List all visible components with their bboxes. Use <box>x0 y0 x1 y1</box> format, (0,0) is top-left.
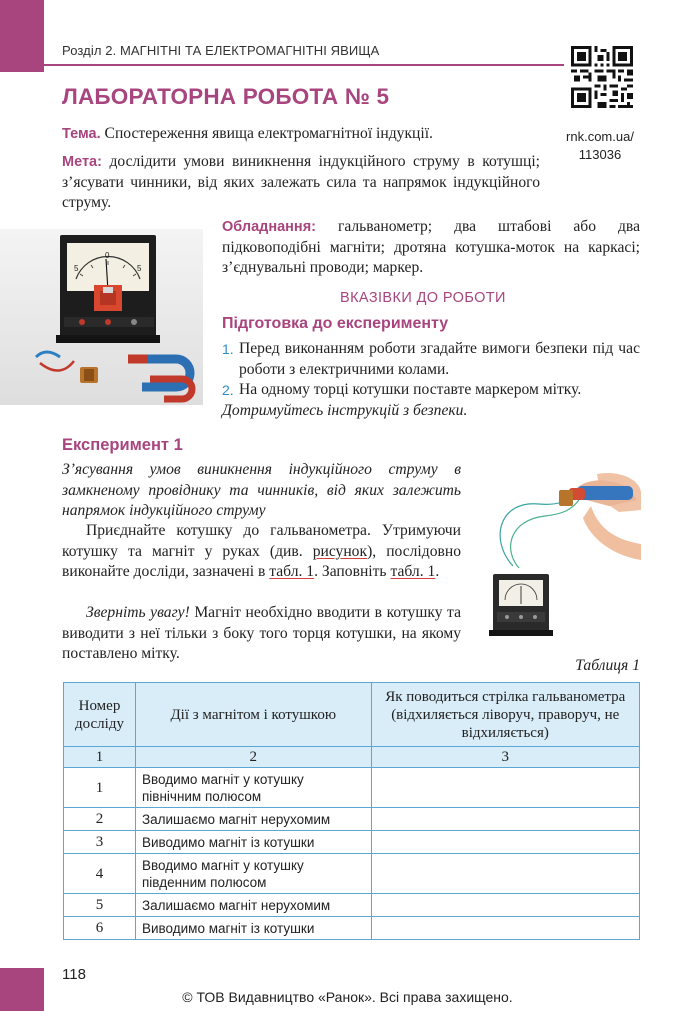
table-caption: Таблиця 1 <box>575 657 640 674</box>
procedure-text: . Заповніть <box>314 563 391 580</box>
copyright-notice: © ТОВ Видавництво «Ранок». Всі права захищено. <box>182 989 513 1005</box>
experiment-table <box>63 682 640 940</box>
prep-heading: Підготовка до експерименту <box>222 315 449 332</box>
header-cell-action: Дії з магнітом і котушкою <box>135 683 371 747</box>
row-action: Виводимо магніт із котушки <box>135 917 371 940</box>
equipment-text: гальванометр; два штабові або два підковоподібні магніти; дротяна котушка-моток на каркасі; з’єднувальні проводи; маркер. <box>222 218 640 276</box>
online-resource-link[interactable] <box>560 128 640 164</box>
header-cell-result: Як поводиться стрілка гальванометра (відхиляється ліворуч, праворуч, не відхиляється) <box>371 683 640 747</box>
lab-title: ЛАБОРАТОРНА РОБОТА № 5 <box>62 84 390 109</box>
step-number: 2. <box>222 382 234 398</box>
row-number: 3 <box>64 831 136 854</box>
page-number: 118 <box>62 966 86 983</box>
row-number: 6 <box>64 917 136 940</box>
procedure-text: . <box>435 563 440 580</box>
header-cell-number: Номер досліду <box>64 683 136 747</box>
theme-label: Тема. <box>62 126 101 142</box>
list-item <box>222 339 640 380</box>
equipment-label: Обладнання: <box>222 219 316 235</box>
online-resource-link-line2: 113036 <box>578 147 622 162</box>
experiment-procedure <box>62 521 461 583</box>
row-result-cell[interactable] <box>371 894 640 917</box>
column-number: 1 <box>64 747 136 768</box>
row-result-cell[interactable] <box>371 831 640 854</box>
table-row <box>64 854 640 894</box>
row-action: Залишаємо магніт нерухомим <box>135 894 371 917</box>
row-result-cell[interactable] <box>371 917 640 940</box>
equipment-paragraph <box>222 217 640 279</box>
instructions-heading: ВКАЗІВКИ ДО РОБОТИ <box>340 290 506 306</box>
row-action: Вводимо магніт у котушку південним полюсом <box>135 854 371 894</box>
row-result-cell[interactable] <box>371 854 640 894</box>
safety-note: Дотримуйтесь інструкцій з безпеки. <box>222 402 468 419</box>
step-text: Перед виконанням роботи згадайте вимоги безпеки під час роботи з електричними колами. <box>239 340 640 378</box>
attention-label: Зверніть увагу! <box>86 604 190 621</box>
procedure-text: Приєднайте котушку до гальванометра. Утримуючи котушку та магніт у руках (див. <box>62 522 461 560</box>
row-number: 4 <box>64 854 136 894</box>
table-link[interactable]: табл. 1 <box>390 563 436 580</box>
list-item <box>222 380 640 401</box>
running-head: Розділ 2. МАГНІТНІ ТА ЕЛЕКТРОМАГНІТНІ ЯВИЩА <box>62 43 380 58</box>
table-row <box>64 768 640 808</box>
goal-paragraph <box>62 152 540 214</box>
table-row <box>64 831 640 854</box>
goal-label: Мета: <box>62 154 102 170</box>
experiment-photo <box>479 470 641 640</box>
figure-link[interactable]: рисунок <box>312 542 368 560</box>
row-result-cell[interactable] <box>371 808 640 831</box>
table-row <box>64 808 640 831</box>
goal-text: дослідити умови виникнення індукційного струму в котушці; з’ясувати чинники, від яких залежать сила та напрямок індукційного струму. <box>62 153 540 211</box>
prep-steps-list <box>222 339 640 401</box>
row-number: 1 <box>64 768 136 808</box>
scale-label-left: 5 <box>74 264 79 273</box>
theme-paragraph <box>62 124 542 145</box>
step-text: На одному торці котушки поставте маркером мітку. <box>239 381 582 398</box>
column-number: 3 <box>371 747 640 768</box>
row-action: Виводимо магніт із котушки <box>135 831 371 854</box>
experiment-heading: Експеримент 1 <box>62 436 183 454</box>
online-resource-link-line1: rnk.com.ua/ <box>566 129 634 144</box>
attention-text: Магніт необхідно вводити в котушку та виводити з неї тільки з боку того торця котушки, на якому поставлено мітку. <box>62 604 461 662</box>
row-number: 2 <box>64 808 136 831</box>
header-rule <box>44 64 564 66</box>
equipment-photo <box>0 229 203 405</box>
scale-label-right: 5 <box>137 264 142 273</box>
step-number: 1. <box>222 341 234 357</box>
experiment-intro: З’ясування умов виникнення індукційного струму в замкненому провіднику та чинників, від яких залежить напрямок індукційного струму <box>62 461 461 519</box>
row-number: 5 <box>64 894 136 917</box>
scale-label-center: 0 <box>105 251 110 260</box>
table-header-row <box>64 683 640 747</box>
theme-text: Спостереження явища електромагнітної індукції. <box>100 125 433 142</box>
table-row <box>64 894 640 917</box>
procedure-text: ), послідовно виконайте досліди, зазначені в <box>62 542 461 580</box>
row-action: Вводимо магніт у котушку північним полюсом <box>135 768 371 808</box>
column-number: 2 <box>135 747 371 768</box>
row-action: Залишаємо магніт нерухомим <box>135 808 371 831</box>
row-result-cell[interactable] <box>371 768 640 808</box>
top-color-tab <box>0 0 44 72</box>
qr-code[interactable] <box>571 46 633 108</box>
attention-paragraph <box>62 603 461 665</box>
column-number-row <box>64 747 640 768</box>
table-link[interactable]: табл. 1 <box>269 563 315 580</box>
table-row <box>64 917 640 940</box>
